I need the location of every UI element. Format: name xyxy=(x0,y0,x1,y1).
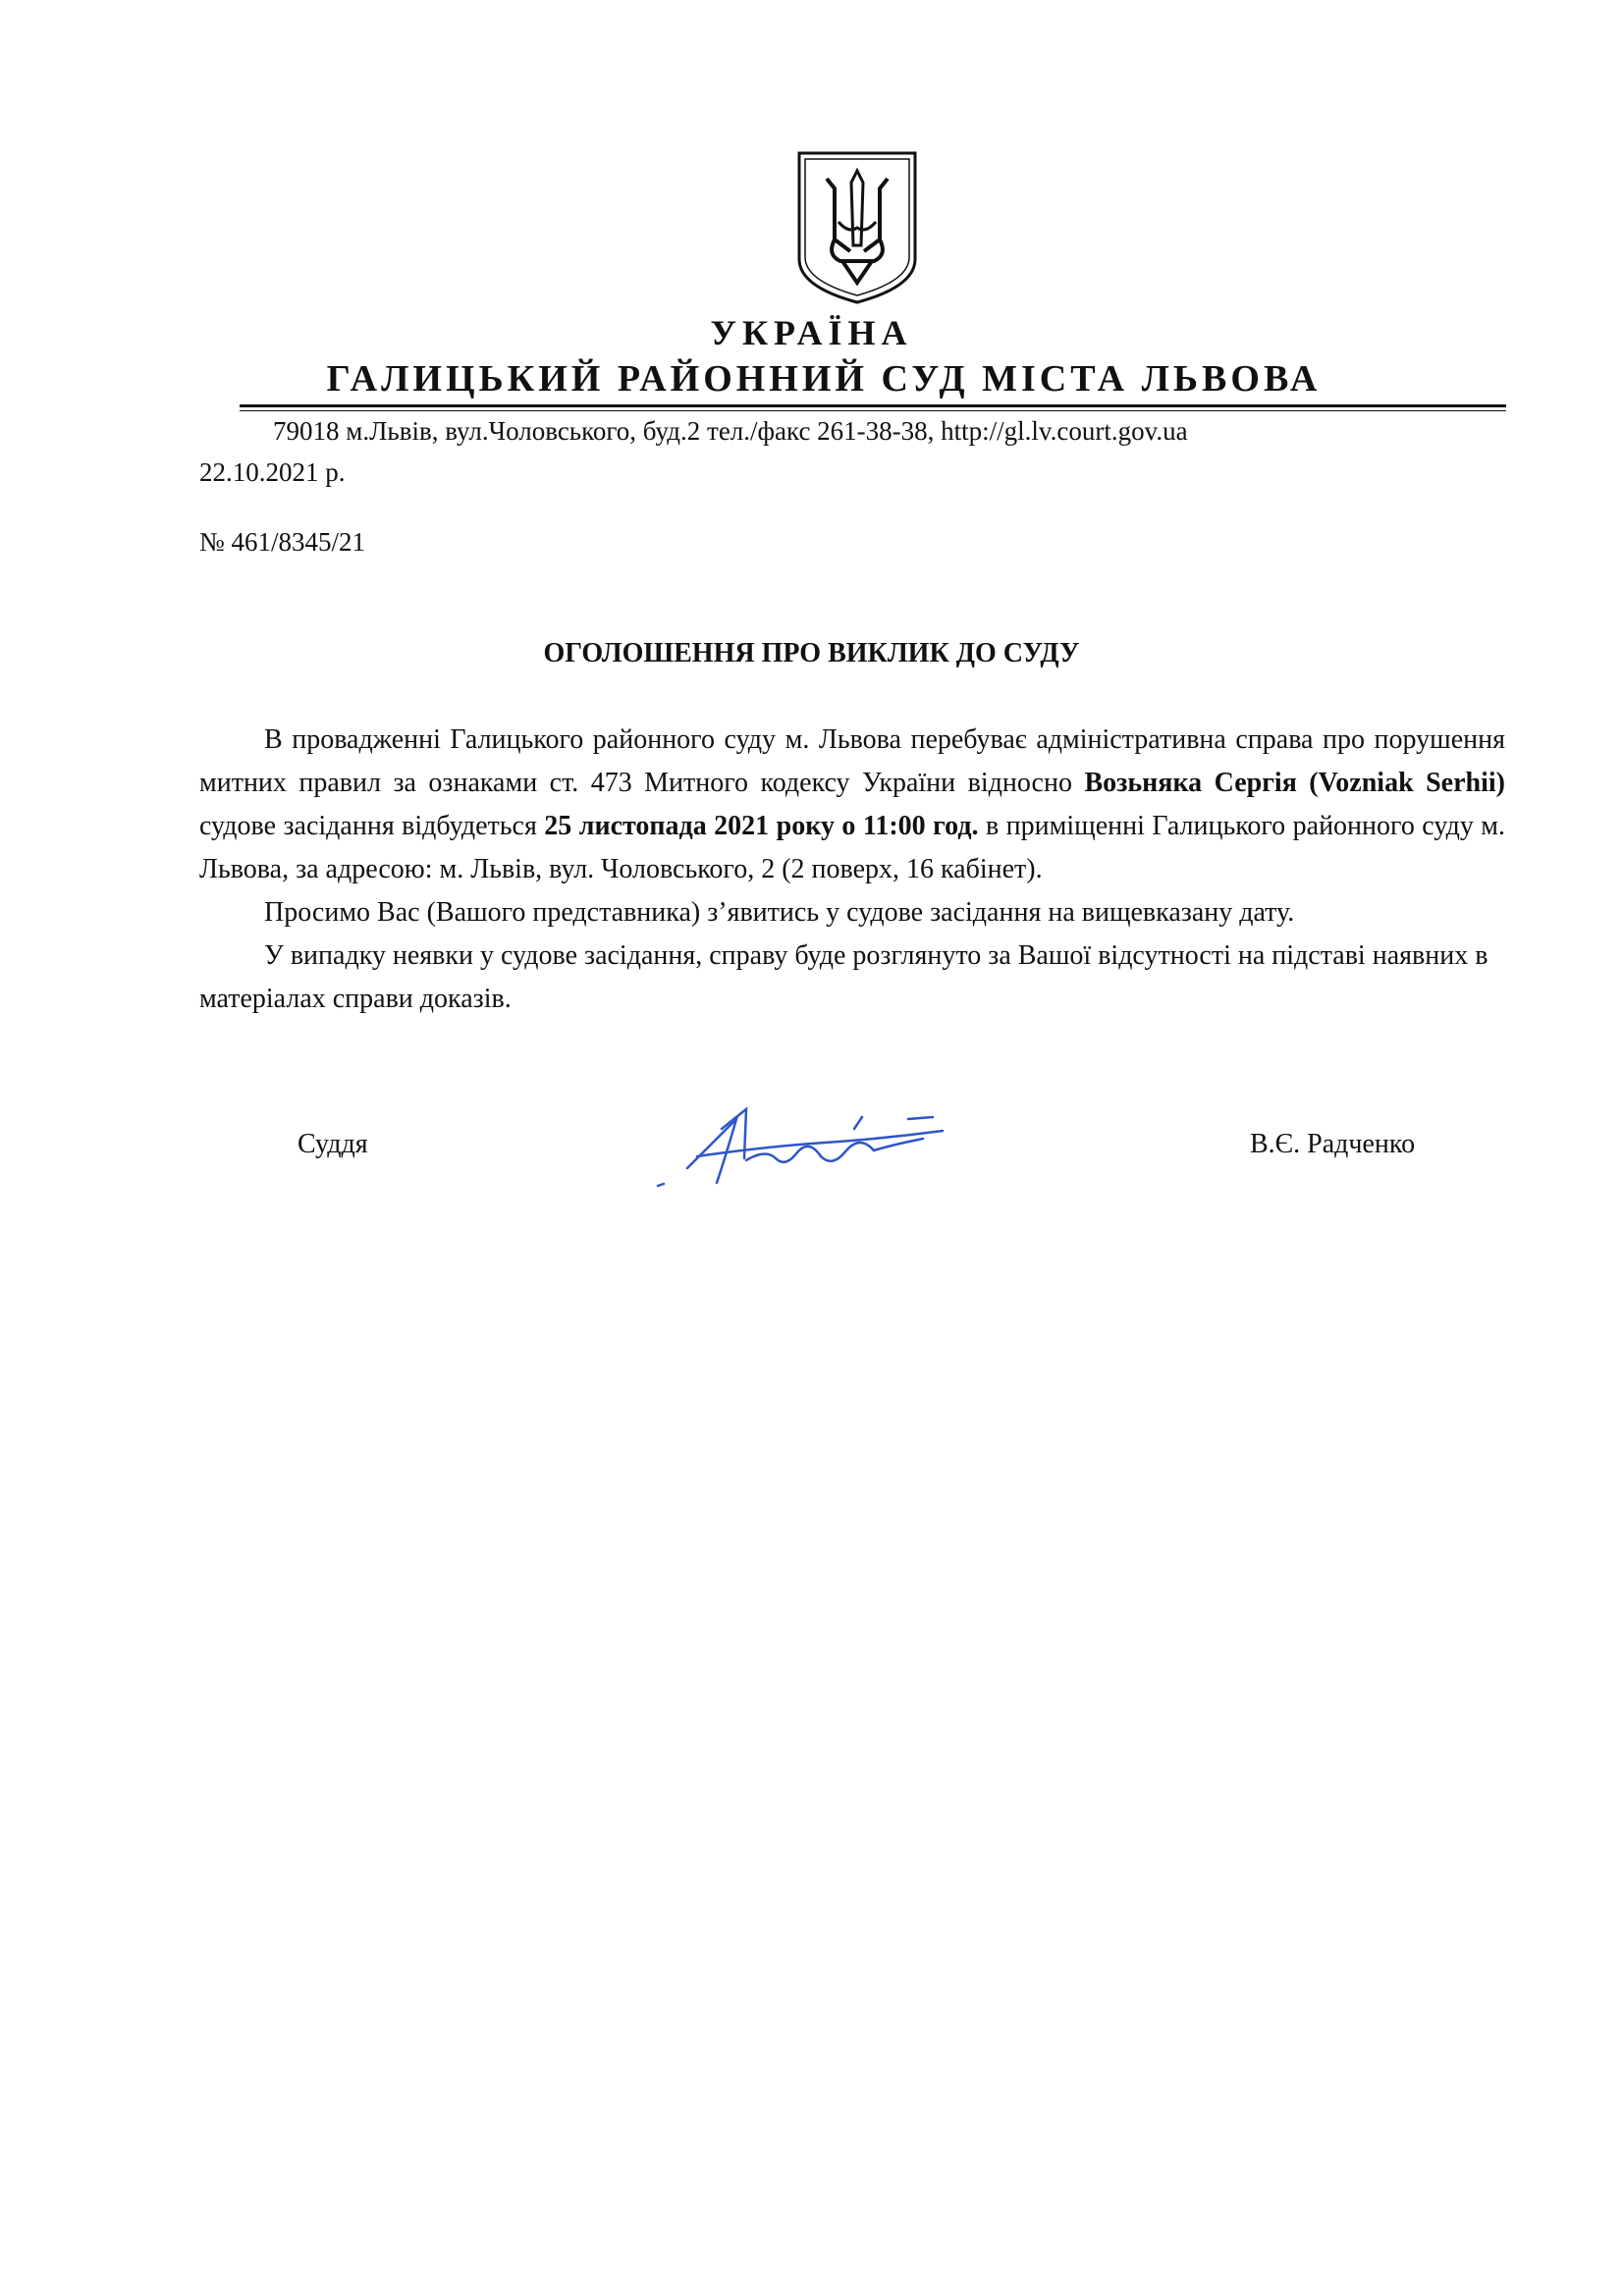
document-date: 22.10.2021 р. xyxy=(199,457,346,487)
summons-text-middle: судове засідання відбудеться xyxy=(199,811,545,841)
court-name-heading: ГАЛИЦЬКИЙ РАЙОННИЙ СУД МІСТА ЛЬВОВА xyxy=(326,358,1322,400)
paragraph-summons xyxy=(199,719,1505,891)
document-body xyxy=(199,719,1505,1021)
judge-name: В.Є. Радченко xyxy=(1250,1129,1416,1159)
document-title: ОГОЛОШЕННЯ ПРО ВИКЛИК ДО СУДУ xyxy=(543,638,1080,668)
summons-text-end: в приміщенні Галицького районного суду м. Львова, за адресою: м. Львів, вул. Чоловського, 2 (2 поверх, 16 кабінет). xyxy=(199,811,1506,884)
court-address: 79018 м.Львів, вул.Чоловського, буд.2 тел./факс 261-38-38, http://gl.lv.court.gov.ua xyxy=(273,416,1188,446)
judge-label: Суддя xyxy=(298,1129,368,1159)
case-number: № 461/8345/21 xyxy=(199,527,366,557)
header-divider xyxy=(240,404,1506,407)
defendant-name: Возьняка Сергія (Vozniak Serhii) xyxy=(1084,768,1505,798)
header-divider-thin xyxy=(240,410,1506,411)
country-heading: УКРАЇНА xyxy=(710,313,913,352)
summons-text-start: В провадженні Галицького районного суду м. Львова перебуває адміністративна справа про порушення митних правил за ознаками ст. 473 Митного кодексу України відносно xyxy=(199,724,1505,798)
paragraph-request: Просимо Вас (Вашого представника) з’явитись у судове засідання на вищевказану дату. xyxy=(264,897,1295,928)
coat-of-arms-icon xyxy=(793,149,921,306)
handwritten-signature xyxy=(628,1099,952,1198)
paragraph-warning: У випадку неявки у судове засідання, справу буде розглянуто за Вашої відсутності на підставі наявних в матеріалах справи доказів. xyxy=(199,940,1488,1014)
hearing-datetime: 25 листопада 2021 року о 11:00 год. xyxy=(544,811,979,841)
